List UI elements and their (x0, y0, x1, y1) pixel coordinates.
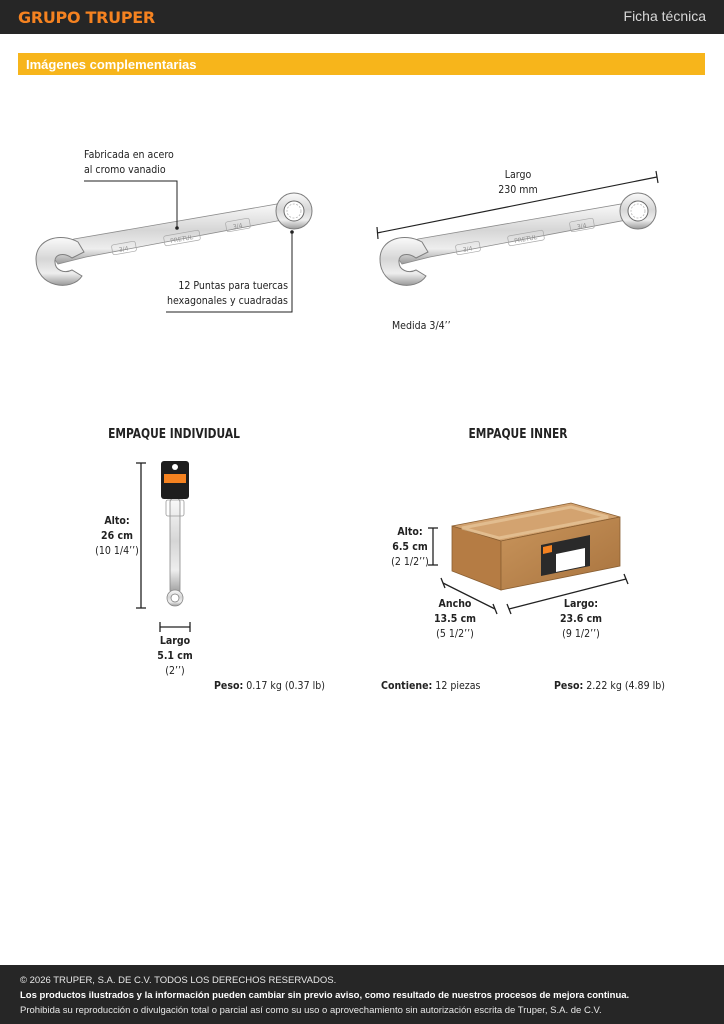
individual-weight-value: 0.17 kg (0.37 lb) (246, 679, 325, 692)
document-type-label: Ficha técnica (623, 8, 706, 24)
inner-length-callout (553, 596, 608, 641)
points-line-2: hexagonales y cuadradas (166, 294, 288, 307)
length-callout (484, 167, 553, 197)
inner-length-value: 23.6 cm (559, 612, 603, 625)
inner-width-inch: (5 1/2’’) (436, 627, 474, 640)
inner-length-inch: (9 1/2’’) (562, 627, 600, 640)
material-line-1: Fabricada en acero (84, 148, 174, 161)
inner-contains-label: Contiene: (381, 679, 433, 692)
individual-height-value: 26 cm (101, 529, 133, 542)
right-stamp-size-ring-end: 3/4 (576, 222, 588, 231)
individual-weight-label: Peso: (214, 679, 244, 692)
footer (0, 965, 724, 1024)
individual-weight (214, 678, 325, 693)
inner-contains-value: 12 piezas (435, 679, 481, 692)
individual-length-label: Largo (159, 634, 191, 647)
footer-legal: Prohibida su reproducción o divulgación total o parcial así como su uso o aprovechamiento sin autorización escrita de Truper, S.A. de C.V. (20, 1005, 602, 1016)
points-callout (144, 278, 288, 308)
inner-height-inch: (2 1/2’’) (391, 555, 429, 568)
length-value: 230 mm (498, 183, 538, 196)
individual-length-value: 5.1 cm (157, 649, 193, 662)
left-stamp-size-ring-end: 3/4 (232, 222, 244, 231)
material-line-2: al cromo vanadio (84, 163, 166, 176)
individual-length-inch: (2’’) (165, 664, 185, 677)
inner-weight-label: Peso: (554, 679, 584, 692)
inner-package-heading: EMPAQUE INNER (468, 427, 568, 442)
inner-width-callout (427, 596, 482, 641)
inner-height-label: Alto: (397, 525, 423, 538)
material-callout (84, 147, 174, 177)
inner-width-value: 13.5 cm (433, 612, 477, 625)
footer-notice: Los productos ilustrados y la información pueden cambiar sin previo aviso, como resultado de nuestros procesos de mejora continua. (20, 990, 630, 1001)
right-stamp-size-open-end: 3/4 (462, 245, 474, 254)
individual-height-callout (91, 513, 143, 558)
points-line-1: 12 Puntas para tuercas (178, 279, 288, 292)
brand-logo: GRUPO TRUPER (18, 8, 155, 27)
inner-height-callout (382, 524, 437, 569)
individual-height-inch: (10 1/4’’) (95, 544, 139, 557)
inner-box-image (452, 503, 620, 590)
inner-width-label: Ancho (438, 597, 472, 610)
left-stamp-size-open-end: 3/4 (118, 245, 130, 254)
inner-contains (381, 678, 480, 693)
left-stamp-brand: PRETUL (169, 234, 194, 245)
length-label: Largo (504, 168, 532, 181)
inner-weight (554, 678, 665, 693)
right-stamp-brand: PRETUL (513, 234, 538, 245)
individual-package-heading: EMPAQUE INDIVIDUAL (108, 427, 240, 442)
individual-package-image (161, 461, 189, 606)
section-title: Imágenes complementarias (26, 57, 197, 72)
footer-copyright: © 2026 TRUPER, S.A. DE C.V. TODOS LOS DERECHOS RESERVADOS. (20, 975, 337, 986)
inner-weight-value: 2.22 kg (4.89 lb) (586, 679, 665, 692)
individual-height-label: Alto: (104, 514, 130, 527)
individual-length-callout (149, 633, 201, 678)
inner-length-label: Largo: (563, 597, 599, 610)
measure-label: Medida 3/4’’ (392, 319, 451, 332)
inner-height-value: 6.5 cm (392, 540, 428, 553)
